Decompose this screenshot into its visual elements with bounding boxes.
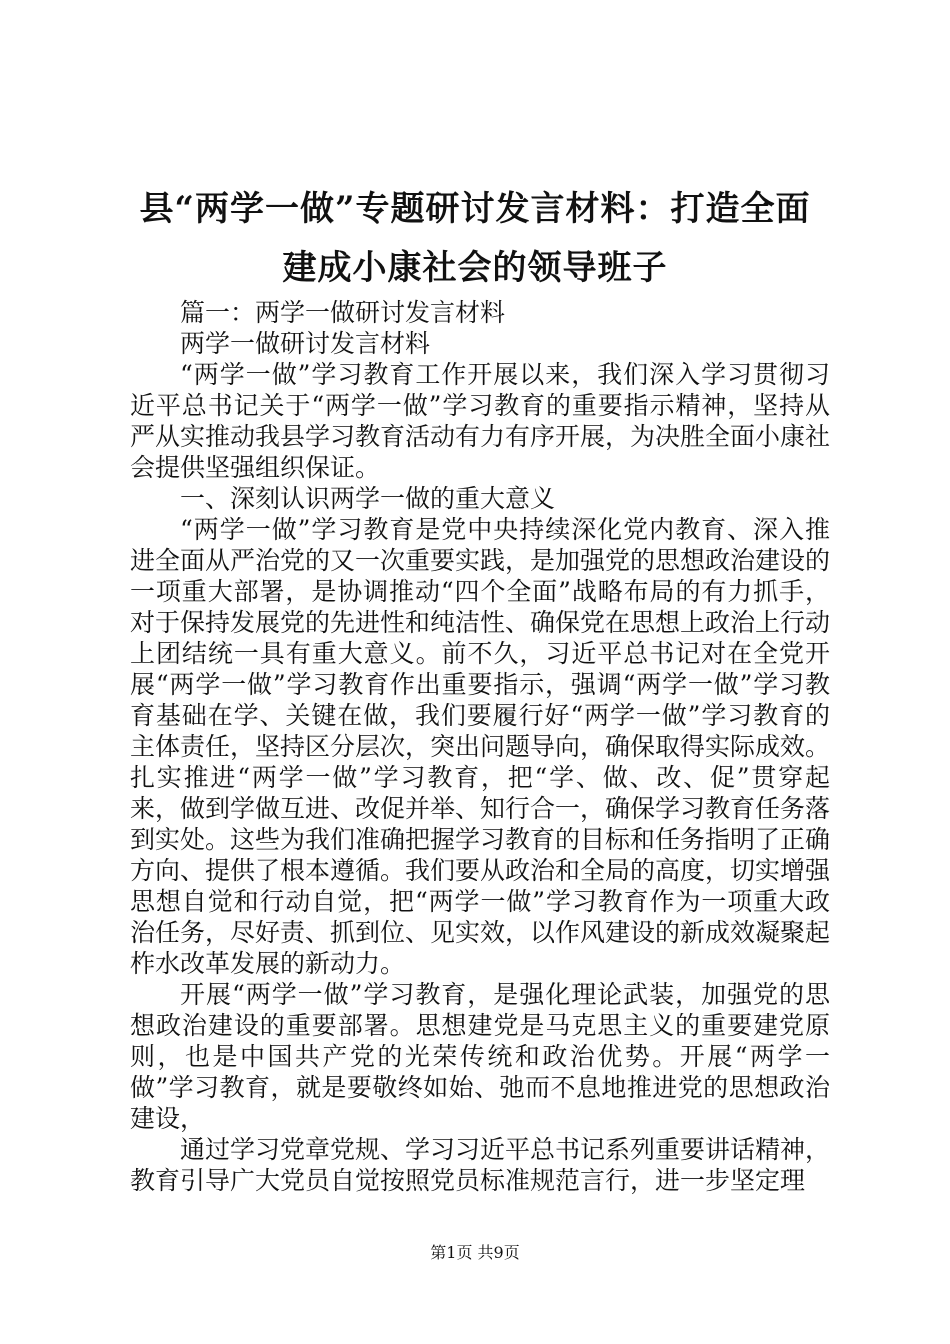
section-heading: 一、深刻认识两学一做的重大意义 xyxy=(180,484,556,513)
document-body xyxy=(130,297,830,1196)
document-title-line-2: 建成小康社会的领导班子 xyxy=(282,248,668,288)
page-footer: 第1页 共9页 xyxy=(430,1243,520,1262)
paragraph: “两学一做”学习教育工作开展以来，我们深入学习贯彻习近平总书记关于“两学一做”学习教育的重要指示精神，坚持从严从实推动我县学习教育活动有力有序开展，为决胜全面小康社会提供坚强组织保证。 xyxy=(130,360,831,482)
document-title-line-1: 县“两学一做”专题研讨发言材料：打造全面 xyxy=(139,189,811,229)
section-heading: 篇一：两学一做研讨发言材料 xyxy=(180,298,506,327)
paragraph: 开展“两学一做”学习教育，是强化理论武装，加强党的思想政治建设的重要部署。思想建党是马克思主义的重要建党原则，也是中国共产党的光荣传统和政治优势。开展“两学一做”学习教育，就是要敬终如始、弛而不息地推进党的思想政治建设， xyxy=(130,980,830,1133)
subheading: 两学一做研讨发言材料 xyxy=(180,329,431,358)
paragraph: “两学一做”学习教育是党中央持续深化党内教育、深入推进全面从严治党的又一次重要实践，是加强党的思想政治建设的一项重大部署，是协调推动“四个全面”战略布局的有力抓手，对于保持发展党的先进性和纯洁性、确保党在思想上政治上行动上团结统一具有重大意义。前不久，习近平总书记对在全党开展“两学一做”学习教育作出重要指示，强调“两学一做”学习教育基础在学、关键在做，我们要履行好“两学一做”学习教育的主体责任，坚持区分层次，突出问题导向，确保取得实际成效。扎实推进“两学一做”学习教育，把“学、做、改、促”贯穿起来，做到学做互进、改促并举、知行合一，确保学习教育任务落到实处。这些为我们准确把握学习教育的目标和任务指明了正确方向、提供了根本遵循。我们要从政治和全局的高度，切实增强思想自觉和行动自觉，把“两学一做”学习教育作为一项重大政治任务，尽好责、抓到位、见实效，以作风建设的新成效凝聚起柞水改革发展的新动力。 xyxy=(130,515,831,978)
paragraph: 通过学习党章党规、学习习近平总书记系列重要讲话精神，教育引导广大党员自觉按照党员标准规范言行，进一步坚定理 xyxy=(130,1135,831,1195)
